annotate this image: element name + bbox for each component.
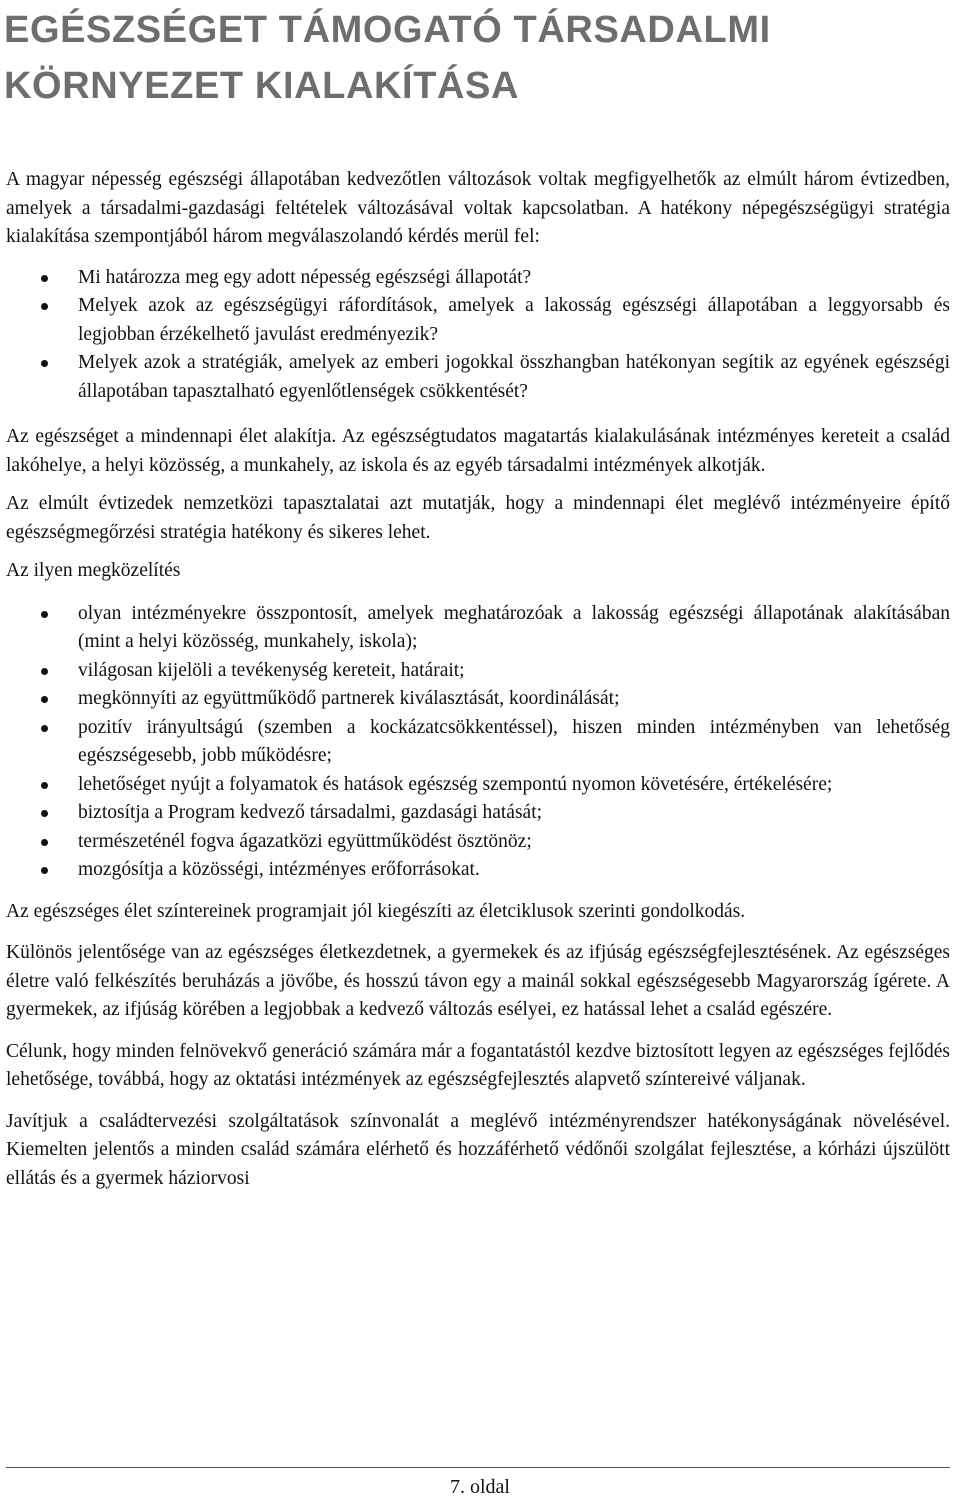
family-planning-paragraph: Javítjuk a családtervezési szolgáltatások színvonalát a meglévő intézményrendszer hatékonyságának növelésével. Kiemelten jelentős a minden család számára elérhető és hozzáférhető védőnői szolgálat fejlesztése, a kórházi újszülött ellátás és a gyermek háziorvosi [6, 1110, 950, 1189]
intro-paragraph: A magyar népesség egészségi állapotában kedvezőtlen változások voltak megfigyelhetők az elmúlt három évtizedben, amelyek a társadalmi-gazdasági feltételek változásával voltak kapcsolatban. A hatékony népegészségügyi stratégia kialakítása szempontjából három megválaszolandó kérdés merül fel: [6, 169, 950, 247]
bullet-icon [41, 303, 48, 310]
title-line: KÖRNYEZET KIALAKÍTÁSA [4, 65, 520, 107]
daily-life-paragraph: Az egészséget a mindennapi élet alakítja. Az egészségtudatos magatartás kialakulásának intézményes kereteit a család lakóhelye, a helyi közösség, a munkahely, az iskola és az egyéb társadalmi intézmények alkotják. [6, 426, 950, 476]
youth-paragraph: Különös jelentősége van az egészséges életkezdetnek, a gyermekek és az ifjúság egészségfejlesztésének. Az egészséges életre való felkészítés beruházás a jövőbe, és hosszú távon egy a mainál sokkal egészségesebb Magyarország ígérete. A gyermekek, az ifjúság körében a legjobbak a kedvező változás esélyei, ez hatással lehet a család egészére. [6, 942, 950, 1020]
bullet-icon [41, 839, 48, 846]
question-item [6, 264, 950, 293]
page-number: 7. oldal [450, 1476, 510, 1498]
approach-text: biztosítja a Program kedvező társadalmi, gazdasági hatását; [78, 802, 543, 823]
approach-item [6, 856, 950, 885]
approach-text: mozgósítja a közösségi, intézményes erőforrásokat. [78, 859, 480, 880]
approach-text: lehetőséget nyújt a folyamatok és hatások egészség szempontú nyomon követésére, értékelésére; [78, 773, 833, 795]
document-body [6, 166, 950, 1193]
approach-list [6, 600, 950, 885]
document-title [4, 2, 954, 114]
bullet-icon [41, 360, 48, 367]
approach-text: olyan intézményekre összpontosít, amelyek meghatározóak a lakosság egészségi állapotának alakításában (mint a helyi közösség, munkahely, iskola); [78, 602, 950, 652]
approach-intro: Az ilyen megközelítés [6, 560, 181, 581]
approach-item [6, 771, 950, 800]
bullet-icon [41, 668, 48, 675]
bullet-icon [41, 696, 48, 703]
title-line: EGÉSZSÉGET TÁMOGATÓ TÁRSADALMI [4, 9, 771, 51]
bullet-icon [41, 611, 48, 618]
question-list [6, 264, 950, 407]
bullet-icon [41, 725, 48, 732]
approach-item [6, 600, 950, 657]
approach-item [6, 828, 950, 857]
bullet-icon [41, 275, 48, 282]
question-item [6, 292, 950, 349]
experience-paragraph: Az elmúlt évtizedek nemzetközi tapasztalatai azt mutatják, hogy a mindennapi élet meglévő intézményeire építő egészségmegőrzési stratégia hatékony és sikeres lehet. [6, 493, 950, 543]
question-text: Melyek azok a stratégiák, amelyek az emberi jogokkal összhangban hatékonyan segítik az egyének egészségi állapotában tapasztalható egyenlőtlenségek csökkentését? [78, 352, 950, 402]
question-item [6, 349, 950, 406]
question-text: Melyek azok az egészségügyi ráfordítások, amelyek a lakosság egészségi állapotában a leggyorsabb és legjobban érzékelhető javulást eredményezik? [78, 295, 950, 345]
footer-divider [6, 1467, 950, 1468]
bullet-icon [41, 810, 48, 817]
approach-text: megkönnyíti az együttműködő partnerek kiválasztását, koordinálását; [78, 688, 620, 709]
approach-text: világosan kijelöli a tevékenység kereteit, határait; [78, 659, 465, 681]
goal-paragraph: Célunk, hogy minden felnövekvő generáció számára már a fogantatástól kezdve biztosított legyen az egészséges fejlődés lehetősége, továbbá, hogy az oktatási intézmények az egészségfejlesztés alapvető színtereivé váljanak. [6, 1040, 950, 1090]
approach-item [6, 657, 950, 686]
bullet-icon [41, 867, 48, 874]
approach-item [6, 714, 950, 771]
approach-item [6, 685, 950, 714]
approach-item [6, 799, 950, 828]
question-text: Mi határozza meg egy adott népesség egészségi állapotát? [78, 266, 532, 288]
approach-text: természeténél fogva ágazatközi együttműködést ösztönöz; [78, 830, 532, 852]
bullet-icon [41, 782, 48, 789]
approach-text: pozitív irányultságú (szemben a kockázatcsökkentéssel), hiszen minden intézményben van lehetőség egészségesebb, jobb működésre; [78, 716, 950, 766]
lifecycle-paragraph: Az egészséges élet színtereinek programjait jól kiegészíti az életciklusok szerinti gondolkodás. [6, 900, 746, 922]
